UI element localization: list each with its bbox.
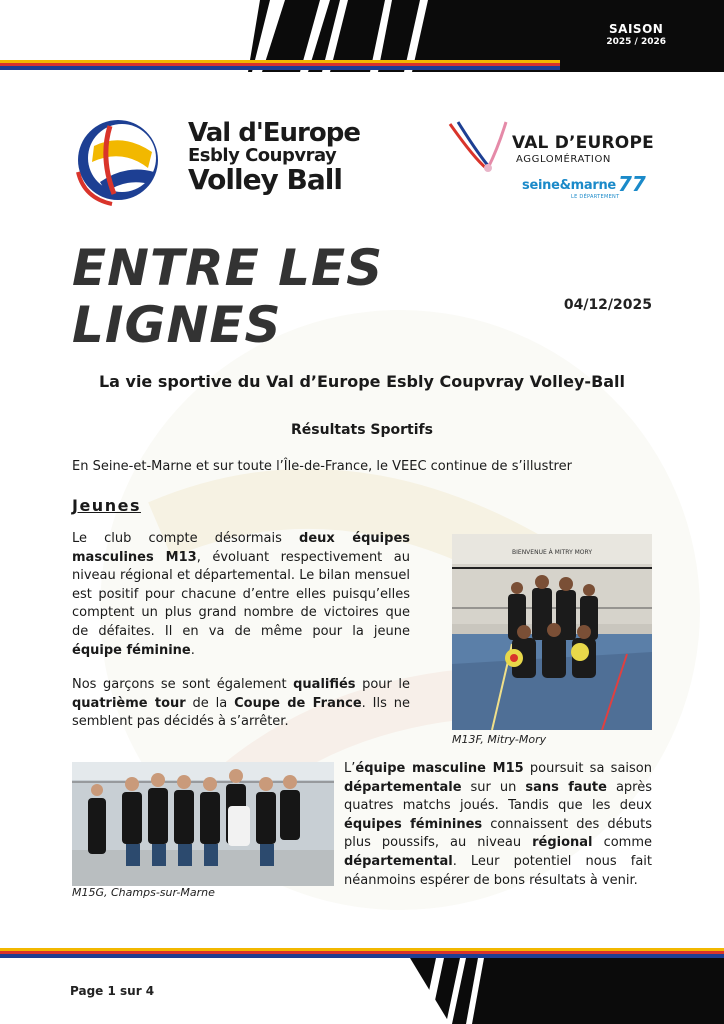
gym-banner-text: BIENVENUE À MITRY MORY: [512, 549, 592, 556]
newsletter-title: [72, 240, 383, 354]
text-run: connaissent des débuts plus poussifs, au niveau: [344, 816, 652, 851]
bold-run: équipe masculine M15: [355, 761, 524, 776]
team-photo-m13f: [452, 534, 652, 730]
newsletter-subtitle: La vie sportive du Val d’Europe Esbly Coupvray Volley-Ball: [98, 372, 626, 391]
bold-run: quatrième tour: [72, 695, 186, 711]
photo-caption-m13f: M13F, Mitry-Mory: [452, 733, 547, 746]
bold-run: qualifiés: [293, 677, 356, 692]
subsection-title: Jeunes: [72, 496, 141, 515]
club-name-line1: Val d'Europe: [188, 118, 360, 148]
paragraph-coupe-de-france: [72, 676, 410, 732]
text-run: pour le: [355, 677, 410, 692]
club-name: [188, 120, 360, 194]
bold-run: départementale: [344, 779, 462, 795]
text-run: sur un: [461, 779, 526, 795]
intro-text: En Seine-et-Marne et sur toute l’Île-de-France, le VEEC continue de s’illustrer: [72, 459, 572, 474]
text-run: L’: [344, 761, 356, 776]
text-run: comme: [592, 835, 652, 851]
text-run: .: [190, 642, 195, 658]
text-run: , évoluant respectivement au niveau régional et départemental. Le bilan mensuel est positif pour chacune d’entre elles puisqu’elles comptent un plus grand nombre de victoires que de défaites. Il en va de même pour la jeune: [72, 549, 410, 639]
paragraph-m13: [72, 530, 410, 660]
issue-date: 04/12/2025: [563, 297, 652, 313]
season-years: 2025 / 2026: [606, 37, 666, 47]
paragraph-m15: [344, 760, 652, 890]
department-name: seine&marne: [522, 178, 616, 193]
agglomeration-subtitle: AGGLOMÉRATION: [516, 154, 612, 165]
text-run: poursuit sa saison: [523, 761, 652, 776]
text-run: . Ils ne semblent pas décidés à s’arrêter.: [72, 695, 410, 730]
page-number: Page 1 sur 4: [70, 984, 155, 998]
season-title: SAISON: [609, 22, 664, 36]
team-photo-m15g: [72, 762, 334, 886]
bold-run: équipe féminine: [72, 642, 191, 658]
newsletter-title-line1: ENTRE LES: [72, 239, 384, 297]
text-run: . Leur potentiel nous fait néanmoins espérer de bons résultats à venir.: [344, 853, 652, 888]
club-name-line2: Esbly Coupvray: [188, 145, 337, 166]
bold-run: régional: [532, 835, 593, 851]
bold-run: départemental: [344, 853, 453, 869]
agglomeration-name: VAL D’EUROPE: [512, 133, 654, 153]
newsletter-title-line2: LIGNES: [72, 296, 282, 354]
photo-caption-m15g: M15G, Champs-sur-Marne: [72, 886, 215, 899]
text-run: Nos garçons se sont également: [72, 677, 294, 692]
section-title: Résultats Sportifs: [291, 422, 433, 438]
club-name-line3: Volley Ball: [188, 163, 342, 196]
season-badge: [606, 22, 666, 47]
department-subtitle: LE DÉPARTEMENT: [571, 194, 620, 200]
text-run: Le club compte désormais: [72, 531, 300, 546]
bold-run: deux équipes masculines M13: [72, 531, 410, 565]
bold-run: sans faute: [525, 779, 607, 795]
text-run: de la: [185, 695, 235, 711]
text-run: après quatres matchs joués. Tandis que les deux: [344, 779, 652, 814]
bold-run: Coupe de France: [234, 695, 362, 711]
department-number: 77: [618, 172, 646, 196]
bold-run: équipes féminines: [344, 816, 483, 832]
